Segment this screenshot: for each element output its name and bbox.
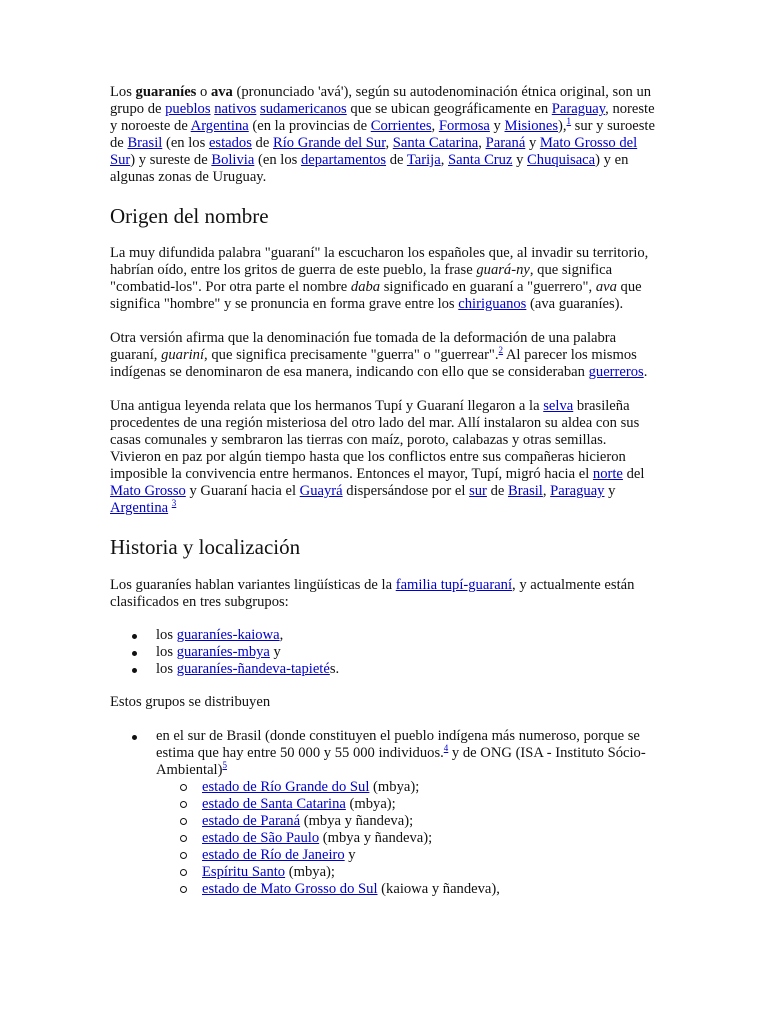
text: ) y sureste de [130,152,212,168]
text: sur y suroeste de [110,118,655,151]
link-corrientes[interactable]: Corrientes [370,118,432,134]
text: Al parecer los mismos indígenas se denominaron de esa manera, indicando con ello que se consideraban [110,347,637,380]
list-item [202,830,656,847]
link-mato-grosso-del-sur[interactable]: Mato Grosso del Sur [110,135,638,168]
text: (mbya y ñandeva); [300,813,414,829]
text: La muy difundida palabra "guaraní" la escucharon los españoles que, al invadir su territorio, habrían oído, entre los gritos de guerra de este pueblo, la frase [110,245,649,278]
footnote-3[interactable]: 3 [171,498,177,509]
heading-origen-del-nombre: Origen del nombre [110,204,269,228]
text: ), [558,118,567,134]
text: , [385,135,393,151]
text: (en los [162,135,209,151]
link-estado-parana[interactable]: estado de Paraná [202,813,301,829]
link-paraguay[interactable]: Paraguay [551,101,606,117]
link-argentina-2[interactable]: Argentina [110,500,169,516]
text: brasileña procedentes de una región misteriosa del otro lado del mar. Allí instalaron su aldea con sus casas comunales y sembraron las tierras con maíz, poroto, calabazas y otras semillas. Vivieron en paz por algún tiempo hasta que los conflictos entre sus compañeras hicieron imposible la convivencia entre hermanos. Entonces el mayor, Tupí, migró hacia el [110,398,640,482]
heading-historia-y-localizacion: Historia y localización [110,535,301,559]
text: que se ubican geográficamente en [346,101,552,117]
list-item [202,864,656,881]
text: . [643,364,648,380]
text: de [386,152,407,168]
footnote-1[interactable]: 1 [566,116,572,127]
distribution-list [110,728,656,898]
list-item-brasil [156,728,656,898]
link-brasil-2[interactable]: Brasil [508,483,543,499]
link-bolivia[interactable]: Bolivia [211,152,255,168]
text: en el sur de Brasil (donde constituyen el pueblo indígena más numeroso, porque se estima que hay entre 50 000 y 55 000 individuos. [156,728,640,761]
text: Los [110,84,136,100]
historia-paragraph-1 [110,577,656,611]
text: (en los [254,152,301,168]
link-nativos[interactable]: nativos [214,101,257,117]
link-guaranies-nandeva-tapiete[interactable]: guaraníes-ñandeva-tapieté [176,661,330,677]
link-mato-grosso[interactable]: Mato Grosso [110,483,186,499]
list-item [156,644,656,661]
term-guaranies: guaraníes [135,84,197,100]
link-estados[interactable]: estados [208,135,252,151]
text: y [344,847,356,863]
link-selva[interactable]: selva [543,398,574,414]
text: o [196,84,211,100]
subgroups-list [110,627,656,678]
link-guerreros[interactable]: guerreros [588,364,644,380]
term-ava-italic: ava [595,279,617,295]
link-santa-catarina[interactable]: Santa Catarina [392,135,479,151]
link-tarija[interactable]: Tarija [406,152,441,168]
link-sur[interactable]: sur [469,483,487,499]
text: Los guaraníes hablan variantes lingüísticas de la [110,577,396,593]
text: , y actualmente están clasificados en tres subgrupos: [110,577,635,610]
text: (en la provincias de [248,118,371,134]
estos-grupos-paragraph: Estos grupos se distribuyen [110,694,271,710]
text: y [269,644,281,660]
list-item [202,847,656,864]
text: , [478,135,486,151]
origen-paragraph-3 [110,398,656,517]
link-parana[interactable]: Paraná [485,135,526,151]
text: significado en guaraní a "guerrero", [380,279,596,295]
term-ava: ava [210,84,233,100]
text: , [431,118,439,134]
link-misiones[interactable]: Misiones [504,118,559,134]
list-item [156,661,656,678]
text: los [156,627,177,643]
list-item [202,881,656,898]
link-norte[interactable]: norte [592,466,623,482]
text: de [251,135,273,151]
text: ) y en algunas zonas de Uruguay. [110,152,629,185]
text: (ava guaraníes). [526,296,624,312]
origen-paragraph-1 [110,245,656,313]
text: y [512,152,528,168]
text: y de ONG (ISA - Instituto Sócio-Ambiental) [156,745,646,778]
list-item [202,796,656,813]
link-estado-santa-catarina[interactable]: estado de Santa Catarina [202,796,346,812]
estados-sublist [156,779,656,898]
list-item [202,779,656,796]
text: del [622,466,645,482]
link-argentina[interactable]: Argentina [190,118,249,134]
text: y [525,135,540,151]
text: Otra versión afirma que la denominación fue tomada de la deformación de una palabra guaraní, [110,330,617,363]
footnote-2[interactable]: 2 [498,345,504,356]
text: , [279,627,284,643]
list-item [156,627,656,644]
link-sudamericanos[interactable]: sudamericanos [260,101,347,117]
text: y [489,118,505,134]
text: y [604,483,616,499]
link-guaranies-kaiowa[interactable]: guaraníes-kaiowa [176,627,280,643]
text: , [440,152,448,168]
text: los [156,644,177,660]
text: (mbya y ñandeva); [319,830,433,846]
link-santa-cruz[interactable]: Santa Cruz [448,152,513,168]
term-guarini: guariní [161,347,205,363]
link-guayra[interactable]: Guayrá [299,483,343,499]
link-chiriguanos[interactable]: chiriguanos [458,296,527,312]
text: Una antigua leyenda relata que los hermanos Tupí y Guaraní llegaron a la [110,398,544,414]
link-guaranies-mbya[interactable]: guaraníes-mbya [176,644,270,660]
link-estado-rio-de-janeiro[interactable]: estado de Río de Janeiro [202,847,345,863]
text: , que significa "combatid-los". Por otra parte el nombre [110,262,613,295]
term-guara-ny: guará-ny [476,262,530,278]
text: , noreste y noroeste de [110,101,655,134]
link-paraguay-2[interactable]: Paraguay [550,483,605,499]
text: de [486,483,508,499]
intro-paragraph [110,84,656,186]
link-departamentos[interactable]: departamentos [300,152,387,168]
text: (kaiowa y ñandeva), [377,881,500,897]
link-formosa[interactable]: Formosa [438,118,490,134]
link-estado-rio-grande-do-sul[interactable]: estado de Río Grande do Sul [202,779,370,795]
footnote-4[interactable]: 4 [443,743,449,754]
list-item [202,813,656,830]
text: (pronunciado 'avá'), según su autodenominación étnica original, son un grupo de [110,84,652,117]
text: , [542,483,551,499]
text: y Guaraní hacia el [185,483,300,499]
text: los [156,661,177,677]
link-pueblos[interactable]: pueblos [165,101,211,117]
link-espiritu-santo[interactable]: Espíritu Santo [202,864,286,880]
link-estado-sao-paulo[interactable]: estado de São Paulo [202,830,320,846]
text: (mbya); [285,864,335,880]
link-rio-grande-del-sur[interactable]: Río Grande del Sur [272,135,386,151]
article-content [110,84,656,898]
link-chuquisaca[interactable]: Chuquisaca [527,152,596,168]
text: s. [329,661,340,677]
text: dispersándose por el [342,483,470,499]
text: que significa "hombre" y se pronuncia en forma grave entre los [110,279,642,312]
term-daba: daba [350,279,381,295]
text: (mbya); [369,779,420,795]
link-familia-tupi-guarani[interactable]: familia tupí-guaraní [395,577,513,593]
text: , que significa precisamente "guerra" o "guerrear". [204,347,499,363]
text: (mbya); [345,796,396,812]
link-brasil[interactable]: Brasil [127,135,163,151]
link-estado-mato-grosso-do-sul[interactable]: estado de Mato Grosso do Sul [202,881,378,897]
origen-paragraph-2 [110,330,656,381]
footnote-5[interactable]: 5 [222,760,227,771]
